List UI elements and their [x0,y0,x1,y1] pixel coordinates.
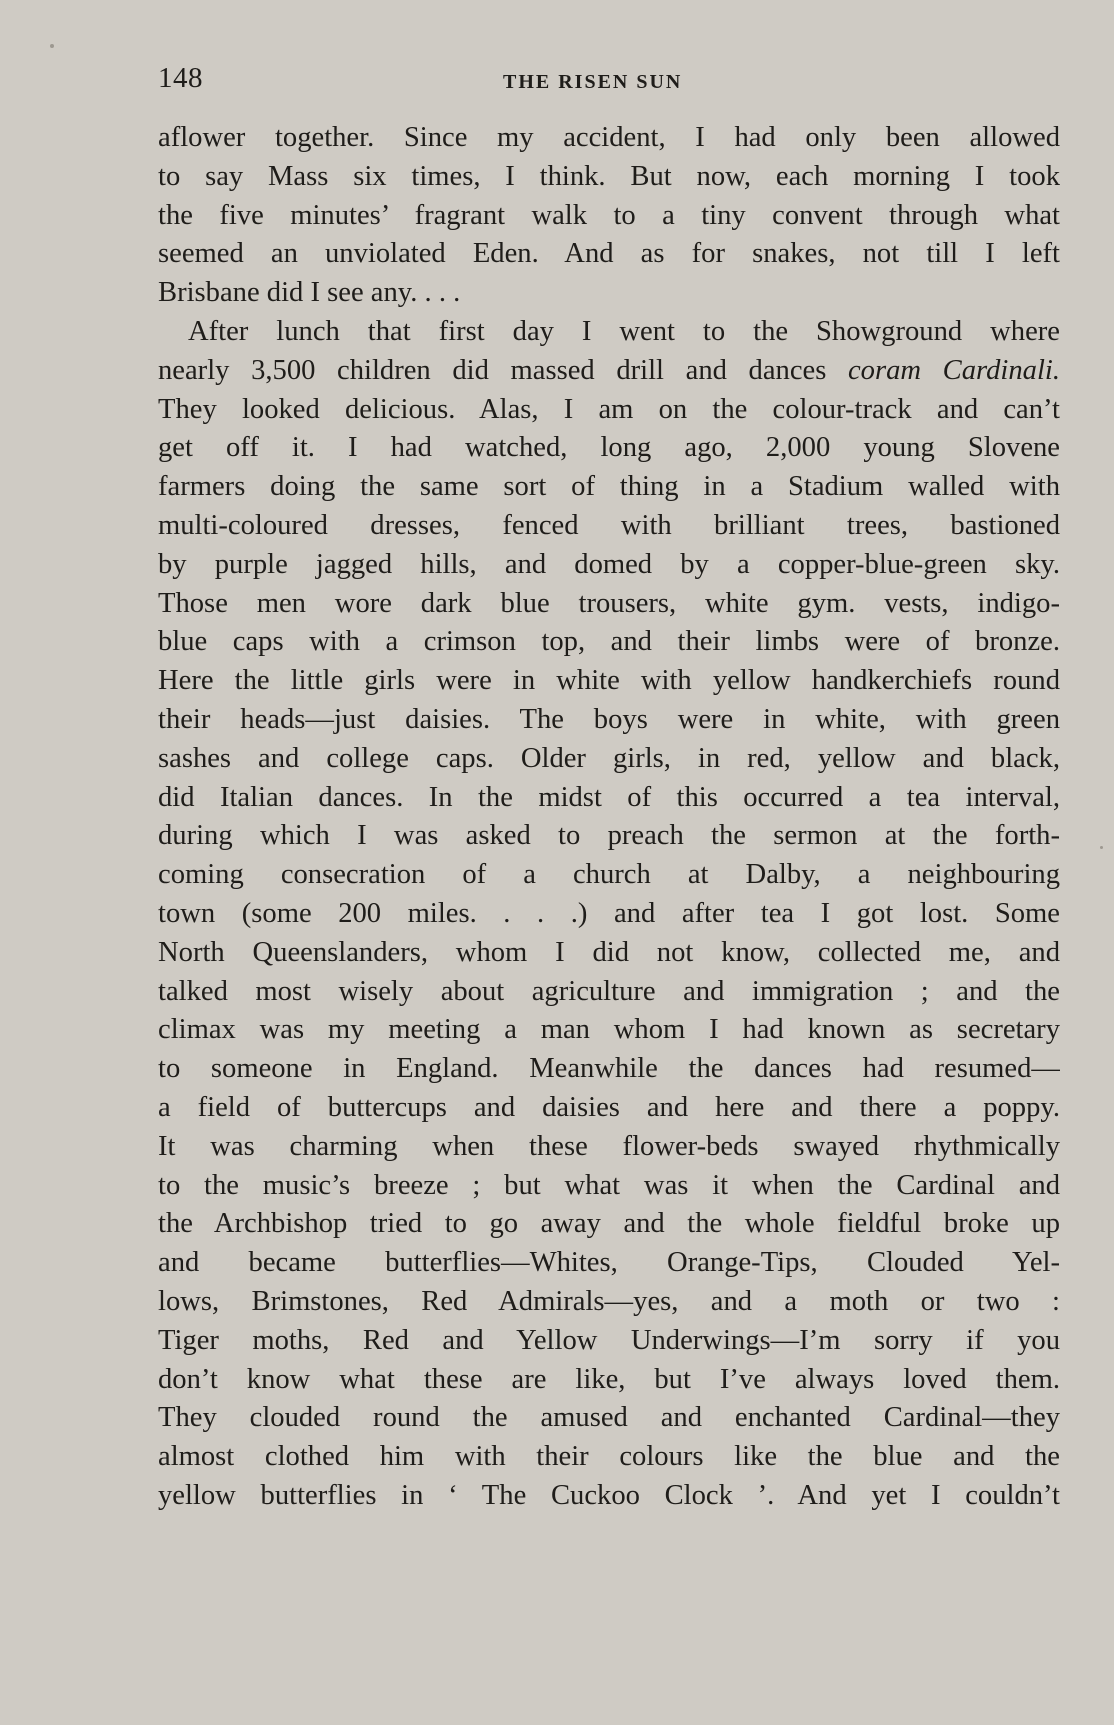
text-line: blue caps with a crimson top, and their limbs were of bronze. [158,626,1060,658]
text-line: sashes and college caps. Older girls, in red, yellow and black, [158,742,1060,774]
text-line: did Italian dances. In the midst of this occurred a tea interval, [158,781,1060,813]
text-line: a field of buttercups and daisies and here and there a poppy. [158,1091,1060,1123]
text-line [158,352,1060,391]
italic-phrase: coram Cardinali. [847,354,1060,386]
page-number: 148 [158,62,203,94]
text-line: aflower together. Since my accident, I had only been allowed [158,122,1060,153]
text-line: Brisbane did I see any. . . . [158,277,461,309]
text-line: They looked delicious. Alas, I am on the colour-track and can’t [158,393,1060,425]
text-line-roman: nearly 3,500 children did massed drill and dances [158,354,848,386]
paper-speck [1100,846,1103,849]
text-line: the five minutes’ fragrant walk to a tiny convent through what [158,199,1060,231]
text-line: Tiger moths, Red and Yellow Underwings—I’m sorry if you [158,1324,1060,1356]
text-line: seemed an unviolated Eden. And as for snakes, not till I left [158,238,1060,270]
body-text [158,119,1060,1516]
text-line: get off it. I had watched, long ago, 2,000 young Slovene [158,432,1060,464]
text-line: don’t know what these are like, but I’ve always loved them. [158,1363,1060,1395]
text-line: Here the little girls were in white with yellow handkerchiefs round [158,665,1060,697]
page-header [158,62,1058,102]
text-line: North Queenslanders, whom I did not know, collected me, and [158,936,1060,968]
text-line: the Archbishop tried to go away and the whole fieldful broke up [158,1208,1060,1240]
text-line: It was charming when these flower-beds swayed rhythmically [158,1130,1060,1162]
text-line: talked most wisely about agriculture and immigration ; and the [158,975,1060,1007]
text-line: coming consecration of a church at Dalby, a neighbouring [158,859,1060,891]
paper-speck [50,44,54,48]
text-line: to the music’s breeze ; but what was it when the Cardinal and [158,1169,1060,1201]
text-line: They clouded round the amused and enchanted Cardinal—they [158,1402,1060,1434]
paragraph-start-line: After lunch that first day I went to the Showground where [188,315,1060,347]
text-line: climax was my meeting a man whom I had known as secretary [158,1014,1060,1046]
text-line: almost clothed him with their colours like the blue and the [158,1441,1060,1473]
text-line: to say Mass six times, I think. But now, each morning I took [158,160,1060,192]
text-line: lows, Brimstones, Red Admirals—yes, and a moth or two : [158,1285,1060,1317]
text-line: to someone in England. Meanwhile the dances had resumed— [158,1053,1060,1085]
text-line: during which I was asked to preach the sermon at the forth- [158,820,1060,852]
text-line: by purple jagged hills, and domed by a copper-blue-green sky. [158,548,1060,580]
text-line: town (some 200 miles. . . .) and after tea I got lost. Some [158,897,1060,929]
text-line: and became butterflies—Whites, Orange-Tips, Clouded Yel- [158,1247,1060,1279]
text-line: Those men wore dark blue trousers, white gym. vests, indigo- [158,587,1060,619]
text-line: multi-coloured dresses, fenced with brilliant trees, bastioned [158,509,1060,541]
text-line: farmers doing the same sort of thing in a Stadium walled with [158,471,1060,503]
running-head: THE RISEN SUN [503,71,683,93]
text-line: their heads—just daisies. The boys were in white, with green [158,703,1060,735]
text-line: yellow butterflies in ‘ The Cuckoo Clock ’. And yet I couldn’t [158,1479,1060,1511]
